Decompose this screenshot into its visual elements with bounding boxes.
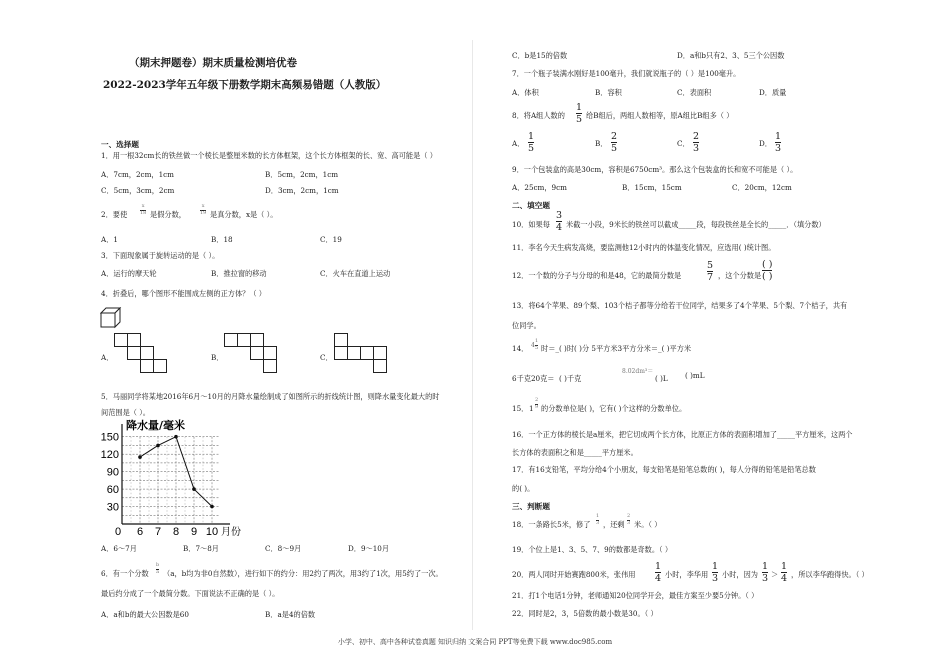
q18-f2-num: 2	[627, 513, 631, 519]
q18-suffix[interactable]: 米。（ ）	[634, 520, 662, 529]
q6-rest: （a，b均为非0自然数），进行如下的约分：用2约了两次，用3约了1次，用5约了一次。	[163, 569, 443, 578]
x-tick-label: 0	[114, 526, 122, 536]
q17-line1[interactable]: 17．有16支铅笔，平均分给4个小朋友，每支铅笔是铅笔总数的( )，每人分得的铅笔是铅笔总数	[512, 465, 816, 474]
q10-suffix[interactable]: 米截一小段，9米长的铁丝可以截成_____段，每段铁丝是全长的_____．（填分数）	[566, 220, 826, 229]
q14-part5[interactable]: ( )mL	[685, 371, 705, 380]
q2-fraction-1	[140, 204, 146, 216]
q10-fraction	[556, 211, 562, 232]
q1-option-b[interactable]: B．5cm，2cm，1cm	[265, 170, 339, 179]
q15-suffix[interactable]: 的分数单位是( )，它有( )个这样的分数单位。	[541, 404, 687, 413]
q15-prefix: 15．	[512, 404, 529, 413]
q2-f2-den: 19	[200, 210, 207, 216]
q18-f1-den: 3	[596, 520, 600, 526]
q20-f4-den: 4	[781, 572, 788, 584]
q6-option-b[interactable]: B．a是4的倍数	[265, 610, 316, 619]
q1-stem: 1．用一根32cm长的铁丝做一个棱长是整厘米数的长方体框架，这个长方体框架的长、宽、高可能是（ ）	[101, 151, 437, 160]
q14-small-volume: 8.02dm³＝	[622, 368, 654, 375]
q15-f-den: 9	[535, 404, 539, 410]
q12-answer-num[interactable]: ( )	[762, 259, 773, 270]
q5-option-a[interactable]: A．6～7月	[101, 544, 137, 553]
q2-f1-num: x	[141, 203, 145, 209]
q19-text[interactable]: 19．个位上是1、3、5、7、9的数都是奇数。（ ）	[512, 545, 673, 554]
q8-b-num: 2	[611, 131, 618, 142]
q11-text[interactable]: 11．李名今天生病发高烧，要监测他12小时内的体温变化情况，应选用( )统计图。	[512, 243, 776, 252]
x-tick-label: 10	[205, 526, 219, 536]
page-footer: 小学、初中、高中各种试卷真题 知识归纳 文案合同 PPT等免费下载 www.doc985.com	[337, 638, 613, 646]
q9-option-c[interactable]: C．20cm，12cm	[732, 183, 792, 192]
y-tick-label: 60	[106, 484, 119, 497]
q16-line1[interactable]: 16．一个正方体的棱长是a厘米，把它切成两个长方体，比原正方体的表面积增加了_____平方厘米，这两个	[512, 430, 853, 439]
x-tick-label: 9	[190, 526, 198, 536]
q20-fraction-3	[762, 562, 768, 583]
q2-suffix: 是真分数，x是（ ）。	[210, 210, 278, 219]
q12-fraction	[707, 261, 713, 282]
q22-text[interactable]: 22．同时是2，3，5倍数的最小数是30。（ ）	[512, 609, 658, 618]
q20-mid1: 小时，李华用	[665, 570, 709, 579]
q2-mid: 是假分数，	[150, 210, 186, 219]
q5-option-c[interactable]: C．8～9月	[265, 544, 302, 553]
q2-fraction-2	[200, 204, 206, 216]
q15-fraction	[535, 398, 538, 410]
q3-stem: 3．下面现象属于旋转运动的是（ ）。	[101, 251, 220, 260]
data-point-9	[192, 487, 196, 491]
q14-part4[interactable]: ( )L	[655, 374, 668, 383]
q6-f-den: a	[156, 569, 160, 575]
q15-f-num: 2	[535, 397, 539, 403]
q7-stem: 7．一个瓶子装满水刚好是100毫升，我们就说瓶子的（ ）是100毫升。	[512, 69, 741, 78]
q2-prefix: 2．要使	[101, 210, 128, 219]
q6-fraction	[156, 563, 159, 575]
q5-stem-line2: 间范围是（ ）。	[101, 408, 150, 417]
q5-option-b[interactable]: B．7～8月	[183, 544, 219, 553]
q20-mid2: 小时，因为	[722, 570, 758, 579]
q3-option-c[interactable]: C．火车在直道上运动	[320, 269, 391, 278]
q18-f1-num: 1	[596, 513, 600, 519]
q20-fraction-2	[712, 562, 718, 583]
q12-f-den: 7	[707, 271, 714, 283]
x-tick-label: 8	[172, 526, 180, 536]
q8-option-b-label[interactable]: B．	[595, 139, 608, 148]
y-tick-label: 150	[100, 431, 119, 444]
section-heading-fill: 二、填空题	[512, 201, 550, 210]
q18-f2-den: 3	[627, 520, 631, 526]
q8-suffix: 给B组后，两组人数相等，原A组比B组多（ ）	[586, 111, 734, 120]
q5-stem-line1: 5．马丽同学将某地2016年6月～10月的月降水量绘制成了如图所示的折线统计图，则降水量变化最大的时	[101, 392, 440, 401]
q4-option-a-label[interactable]: A．	[101, 353, 114, 362]
chart-title: 降水量/毫米	[126, 419, 186, 432]
q14-whole: 4	[531, 342, 535, 349]
q8-option-b-fraction[interactable]	[611, 132, 617, 153]
q14-part3-blank[interactable]: ( )千克	[559, 374, 582, 383]
q21-text[interactable]: 21．打1个电话1分钟，老师通知20位同学开会，最佳方案至少要5分钟。（ ）	[512, 591, 759, 600]
q20-f1-num: 1	[655, 561, 662, 572]
q20-f2-num: 1	[712, 561, 719, 572]
q12-mid: ，这个分数是	[718, 271, 762, 280]
q12-prefix: 12．一个数的分子与分母的和是48，它的最简分数是	[512, 271, 682, 280]
q8-c-num: 2	[693, 131, 700, 142]
q8-option-a-fraction[interactable]	[528, 132, 534, 153]
q20-f2-den: 3	[712, 572, 719, 584]
title-line-1: （期末押题卷）期末质量检测培优卷	[129, 57, 297, 69]
q4-option-c-label[interactable]: C．	[320, 353, 333, 362]
cube-icon	[100, 307, 122, 329]
data-point-10	[210, 505, 214, 509]
q6-prefix: 6．有一个分数	[101, 569, 149, 578]
q2-f2-num: x	[201, 203, 205, 209]
q2-f1-den: 18	[140, 210, 147, 216]
q8-fraction	[576, 103, 582, 124]
q6-option-c[interactable]: C．b是15的倍数	[512, 51, 568, 60]
q1-option-d[interactable]: D．3cm，2cm，1cm	[265, 186, 339, 195]
q14-f-den: 5	[535, 345, 539, 351]
q18-fraction-1	[596, 514, 599, 526]
q6-line2: 最后约分成了一个最简分数。下面说法不正确的是（ ）。	[101, 589, 280, 598]
q8-option-d-label[interactable]: D．	[759, 139, 772, 148]
q15-whole: 1	[529, 404, 534, 413]
x-tick-label: 6	[136, 526, 144, 536]
q6-option-d[interactable]: D．a和b只有2、3、5三个公因数	[677, 51, 785, 60]
q14-part3: 6千克20克＝	[512, 374, 555, 383]
q3-option-a[interactable]: A．运行的摩天轮	[101, 269, 157, 278]
q9-stem: 9．一个包装盒的高是30cm，容积是6750cm³。那么这个包装盒的长和宽不可能是（ ）。	[512, 165, 798, 174]
data-point-7	[156, 444, 160, 448]
q12-answer-fraction[interactable]	[762, 260, 772, 281]
q8-f-den: 5	[576, 113, 583, 125]
section-heading-choice: 一、选择题	[101, 140, 139, 149]
q8-a-den: 5	[528, 142, 535, 154]
q18-mid: ，还剩	[603, 520, 625, 529]
q7-option-c[interactable]: C．表面积	[677, 88, 712, 97]
q9-option-b[interactable]: B．15cm，15cm	[622, 183, 682, 192]
q14-part2[interactable]: 时＝_( )时( )分 5平方米3平方分米＝_( )平方米	[541, 344, 692, 353]
q2-option-a[interactable]: A．1	[101, 235, 118, 244]
q8-d-num: 1	[775, 131, 782, 142]
q13-line2: 位同学。	[512, 321, 541, 330]
q13-line1: 13．将64个苹果、89个梨、103个桔子都等分给若干位同学，结果多了4个苹果、5个梨、7个桔子，共有	[512, 301, 848, 310]
q20-fraction-4	[781, 562, 787, 583]
q6-f-num: b	[156, 562, 160, 568]
y-tick-label: 90	[106, 466, 119, 479]
q20-prefix: 20．两人同时开始赛跑800米，张伟用	[512, 570, 636, 579]
x-axis-label: 月份	[221, 527, 241, 536]
q10-prefix: 10．如果每	[512, 220, 550, 229]
q20-f3-num: 1	[762, 561, 769, 572]
q20-gt: ＞	[771, 570, 779, 579]
x-tick-label: 7	[154, 526, 162, 536]
q8-c-den: 3	[693, 142, 700, 154]
q20-f1-den: 4	[655, 572, 662, 584]
q20-fraction-1	[655, 562, 661, 583]
q8-option-a-label[interactable]: A．	[512, 139, 525, 148]
y-tick-label: 120	[100, 449, 119, 462]
q14-prefix: 14．	[512, 344, 529, 353]
data-point-8	[174, 435, 178, 439]
q1-option-c[interactable]: C．5cm，3cm，2cm	[101, 186, 175, 195]
q12-f-num: 5	[707, 260, 714, 271]
q9-option-a[interactable]: A．25cm，9cm	[512, 183, 567, 192]
q7-option-b[interactable]: B．容积	[595, 88, 622, 97]
q8-d-den: 3	[775, 142, 782, 154]
q17-line2[interactable]: 的( )。	[512, 484, 535, 493]
section-heading-judge: 三、判断题	[512, 502, 550, 511]
q18-prefix: 18．一条路长5米，修了	[512, 520, 591, 529]
q8-f-num: 1	[576, 102, 583, 113]
q10-f-den: 4	[556, 221, 563, 233]
q3-option-b[interactable]: B．推拉窗的移动	[211, 269, 267, 278]
q7-option-d[interactable]: D．质量	[759, 88, 787, 97]
q14-f-num: 1	[535, 338, 539, 344]
q16-line2[interactable]: 长方体的表面积之和是_____平方厘米。	[512, 448, 638, 457]
q6-option-a[interactable]: A．a和b的最大公因数是60	[101, 610, 189, 619]
q8-option-c-label[interactable]: C．	[677, 139, 690, 148]
q20-f3-den: 3	[762, 572, 769, 584]
q2-option-b[interactable]: B．18	[211, 235, 233, 244]
title-line-2: 2022-2023学年五年级下册数学期末高频易错题（人教版）	[103, 79, 387, 91]
q20-suffix[interactable]: ，所以李华跑得快。（ ）	[791, 570, 869, 579]
data-point-6	[138, 455, 142, 459]
q10-f-num: 3	[556, 210, 563, 221]
q4-stem: 4．折叠后，哪个图形不能围成左侧的正方体？（ ）	[101, 289, 266, 298]
q2-option-c[interactable]: C．19	[320, 235, 342, 244]
q8-b-den: 5	[611, 142, 618, 154]
q14-fraction	[535, 339, 538, 351]
y-tick-label: 30	[106, 501, 119, 514]
rainfall-line-chart	[100, 418, 280, 536]
q20-f4-num: 1	[781, 561, 788, 572]
q5-option-d[interactable]: D．9～10月	[348, 544, 390, 553]
q8-prefix: 8．将A组人数的	[512, 111, 565, 120]
q8-a-num: 1	[528, 131, 535, 142]
q7-option-a[interactable]: A．体积	[512, 88, 539, 97]
q8-option-d-fraction[interactable]	[775, 132, 781, 153]
q4-option-b-label[interactable]: B．	[211, 353, 224, 362]
column-divider	[472, 40, 473, 630]
q18-fraction-2	[627, 514, 630, 526]
q8-option-c-fraction[interactable]	[693, 132, 699, 153]
q12-answer-den[interactable]: ( )	[762, 270, 773, 282]
q1-option-a[interactable]: A．7cm，2cm，1cm	[101, 170, 174, 179]
